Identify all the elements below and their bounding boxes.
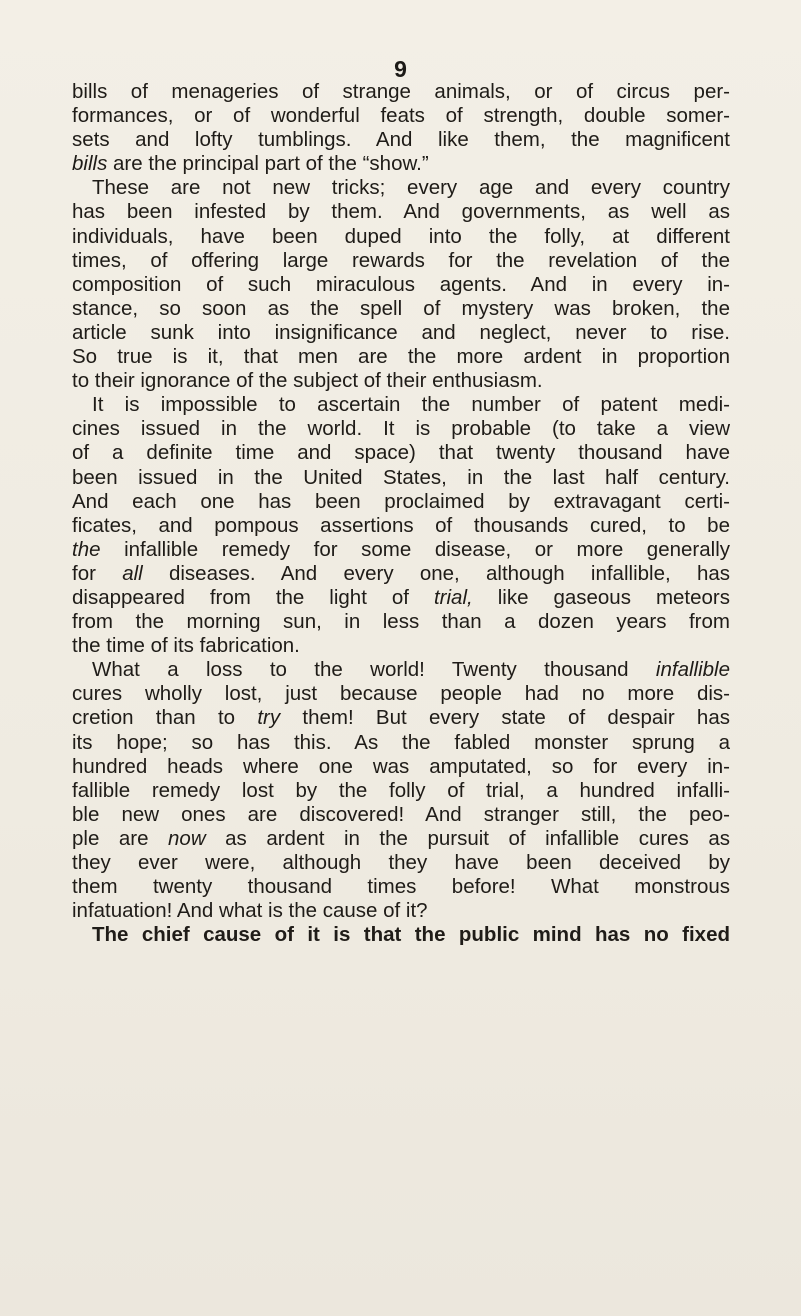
text-line: them twenty thousand times before! What monstrous [72, 875, 730, 899]
text-line: And each one has been proclaimed by extravagant certi- [72, 489, 730, 513]
text-line: the infallible remedy for some disease, or more generally [72, 537, 730, 561]
body-text [72, 80, 730, 947]
text-line: of a definite time and space) that twenty thousand have [72, 441, 730, 465]
text-line: cines issued in the world. It is probable (to take a view [72, 417, 730, 441]
text-line: times, of offering large rewards for the revelation of the [72, 248, 730, 272]
text-line: cures wholly lost, just because people had no more dis- [72, 682, 730, 706]
text-line: hundred heads where one was amputated, so for every in- [72, 754, 730, 778]
text-line: fallible remedy lost by the folly of trial, a hundred infalli- [72, 778, 730, 802]
text-line: What a loss to the world! Twenty thousand infallible [92, 658, 730, 682]
text-line: has been infested by them. And governments, as well as [72, 200, 730, 224]
text-line: cretion than to try them! But every state of despair has [72, 706, 730, 730]
text-line: It is impossible to ascertain the number of patent medi- [92, 393, 730, 417]
text-line: infatuation! And what is the cause of it? [72, 899, 428, 923]
text-line: to their ignorance of the subject of their enthusiasm. [72, 369, 543, 393]
text-line: formances, or of wonderful feats of strength, double somer- [72, 104, 730, 128]
text-line: ficates, and pompous assertions of thousands cured, to be [72, 513, 730, 537]
text-line: bills are the principal part of the “show.” [72, 152, 429, 176]
text-line: The chief cause of it is that the public mind has no fixed [92, 923, 730, 947]
text-line: they ever were, although they have been deceived by [72, 851, 730, 874]
page-number: 9 [394, 56, 407, 82]
text-line: ble new ones are discovered! And stranger still, the peo- [72, 802, 730, 826]
text-line: individuals, have been duped into the folly, at different [72, 224, 730, 248]
text-line: composition of such miraculous agents. And in every in- [72, 272, 730, 296]
text-line: from the morning sun, in less than a dozen years from [72, 610, 730, 634]
text-line: article sunk into insignificance and neglect, never to rise. [72, 320, 730, 344]
text-line: These are not new tricks; every age and every country [92, 176, 730, 200]
text-line: been issued in the United States, in the last half century. [72, 465, 730, 489]
text-line: for all diseases. And every one, although infallible, has [72, 561, 730, 585]
text-line: So true is it, that men are the more ardent in proportion [72, 345, 730, 369]
text-line: sets and lofty tumblings. And like them, the magnificent [72, 128, 730, 152]
text-line: its hope; so has this. As the fabled monster sprung a [72, 730, 730, 754]
text-line: bills of menageries of strange animals, or of circus per- [72, 80, 730, 103]
text-line: disappeared from the light of trial, like gaseous meteors [72, 585, 730, 609]
text-line: stance, so soon as the spell of mystery was broken, the [72, 296, 730, 320]
text-line: the time of its fabrication. [72, 634, 300, 658]
text-line: ple are now as ardent in the pursuit of infallible cures as [72, 826, 730, 850]
